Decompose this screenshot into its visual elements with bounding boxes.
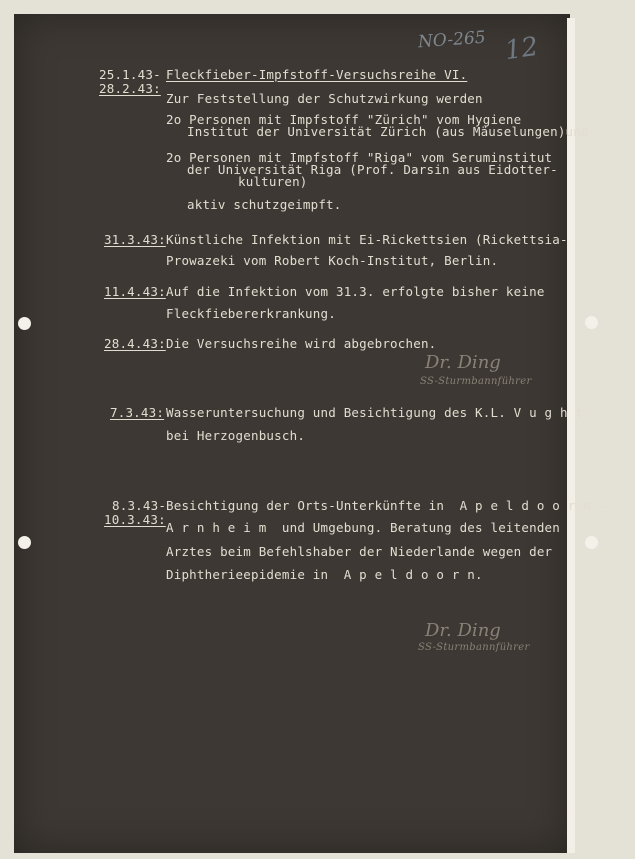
entry1-group1-line1: 2o Personen mit Impfstoff "Zürich" vom Hygiene: [166, 112, 522, 127]
stamp-rank-2: SS-Sturmbannführer: [418, 642, 530, 653]
entry1-group2-line1: 2o Personen mit Impfstoff "Riga" vom Seruminstitut: [166, 150, 553, 165]
archive-page-number: 12: [503, 31, 541, 67]
entry1-group2-line2: der Universität Riga (Prof. Darsin aus Eidotter-: [187, 162, 558, 177]
entry4-date: 28.4.43:: [104, 336, 166, 351]
entry3-line2: Fleckfiebererkrankung.: [166, 306, 336, 321]
signature-2: Dr. Ding: [425, 620, 501, 641]
entry3-line1: Auf die Infektion vom 31.3. erfolgte bisher keine: [166, 284, 545, 299]
entry2-line1: Künstliche Infektion mit Ei-Rickettsien (Rickettsia-: [166, 232, 568, 247]
punch-hole-left-bottom: [18, 536, 31, 549]
entry6-date-start: 8.3.43-: [112, 498, 167, 513]
entry2-line2: Prowazeki vom Robert Koch-Institut, Berlin.: [166, 253, 499, 268]
entry2-date: 31.3.43:: [104, 232, 166, 247]
punch-hole-right-top: [585, 316, 598, 329]
entry5-line1: Wasseruntersuchung und Besichtigung des K.L. V u g h t: [166, 405, 584, 420]
archive-document-number: NO-265: [417, 27, 487, 53]
signature-1: Dr. Ding: [425, 352, 501, 373]
entry6-line1: Besichtigung der Orts-Unterkünfte in A p e l d o o r n -: [166, 498, 607, 513]
entry1-date-start: 25.1.43-: [99, 67, 161, 82]
entry6-line4: Diphtherieepidemie in A p e l d o o r n.: [166, 567, 483, 582]
entry1-intro: Zur Feststellung der Schutzwirkung werden: [166, 91, 483, 106]
punch-hole-right-bottom: [585, 536, 598, 549]
entry1-closing: aktiv schutzgeimpft.: [187, 197, 342, 212]
entry3-date: 11.4.43:: [104, 284, 166, 299]
punch-hole-left-top: [18, 317, 31, 330]
stamp-rank-1: SS-Sturmbannführer: [420, 376, 532, 387]
entry1-group2-line3: kulturen): [238, 174, 308, 189]
entry1-group1-line2: Institut der Universität Zürich (aus Mäuselungen)und: [187, 124, 589, 139]
entry5-date: 7.3.43:: [110, 405, 165, 420]
entry6-date-end: 10.3.43:: [104, 512, 166, 527]
entry6-line2: A r n h e i m und Umgebung. Beratung des leitenden: [166, 520, 561, 535]
entry5-line2: bei Herzogenbusch.: [166, 428, 306, 443]
entry6-line3: Arztes beim Befehlshaber der Niederlande wegen der: [166, 544, 553, 559]
entry1-title: Fleckfieber-Impfstoff-Versuchsreihe VI.: [166, 67, 468, 82]
entry1-date-end: 28.2.43:: [99, 81, 161, 96]
page-edge-strip: [567, 18, 575, 853]
entry4-line1: Die Versuchsreihe wird abgebrochen.: [166, 336, 437, 351]
